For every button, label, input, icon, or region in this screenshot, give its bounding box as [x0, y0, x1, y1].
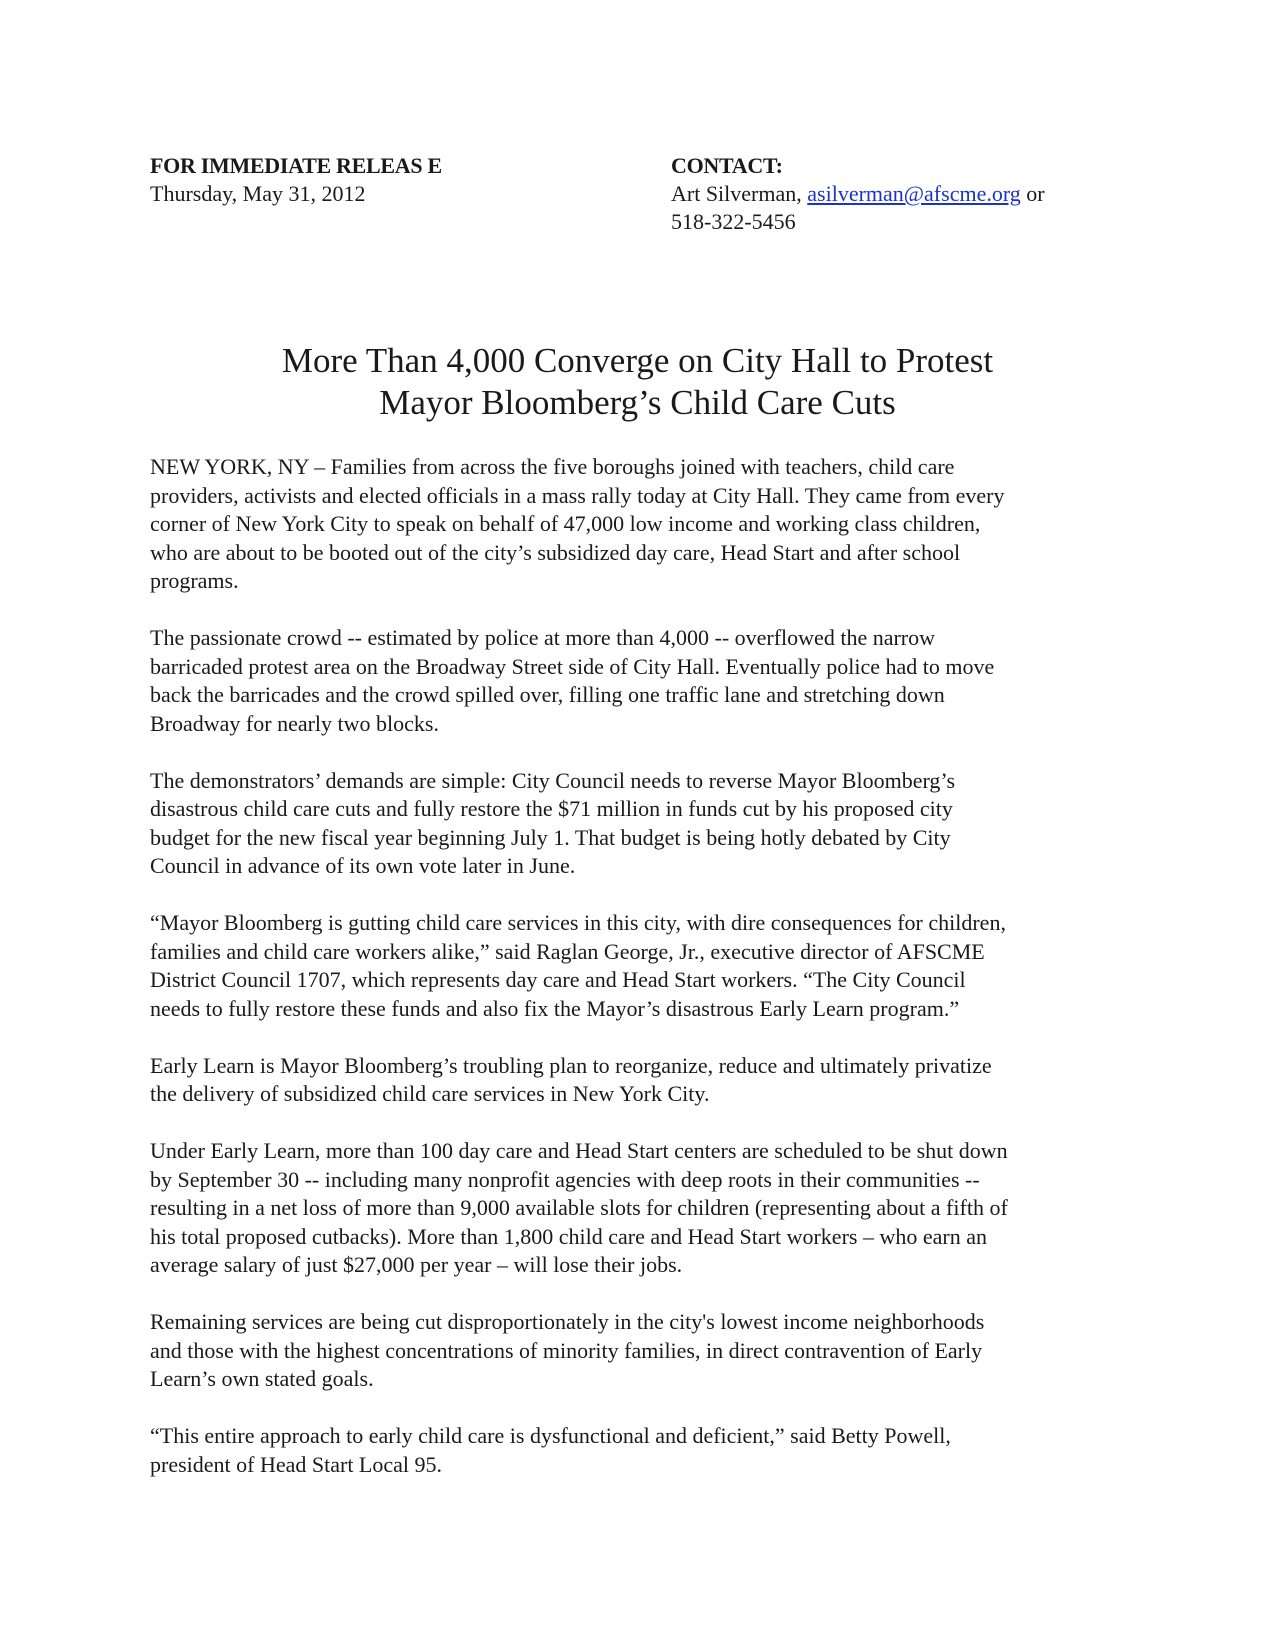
contact-email-link[interactable]: asilverman@afscme.org — [807, 181, 1021, 206]
headline-line-1: More Than 4,000 Converge on City Hall to Protest — [281, 341, 994, 380]
paragraph-crowd: The passionate crowd -- estimated by police at more than 4,000 -- overflowed the narrow barricaded protest area on the Broadway Street side of City Hall. Eventually police had to move back the barricades and the crowd spilled over, filling one traffic lane and stretching down Broadway for nearly two blocks. — [150, 625, 995, 736]
release-date: Thursday, May 31, 2012 — [150, 181, 366, 206]
release-label: FOR IMMEDIATE RELEAS E — [150, 153, 442, 178]
contact-name: Art Silverman, — [671, 181, 808, 206]
paragraph-early-learn: Early Learn is Mayor Bloomberg’s troubling plan to reorganize, reduce and ultimately privatize the delivery of subsidized child care services in New York City. — [150, 1052, 992, 1106]
contact-or: or — [1020, 181, 1045, 206]
contact-line — [671, 180, 1151, 208]
paragraph-demands: The demonstrators’ demands are simple: City Council needs to reverse Mayor Bloomberg’s disastrous child care cuts and fully restore the $71 million in funds cut by his proposed city budget for the new fiscal year beginning July 1. That budget is being hotly debated by City Council in advance of its own vote later in June. — [150, 767, 956, 878]
article-body — [150, 453, 1140, 1508]
release-block — [150, 152, 630, 208]
paragraph-powell-quote: “This entire approach to early child care is dysfunctional and deficient,” said Betty Powell, president of Head Start Local 95. — [150, 1423, 951, 1477]
contact-phone: 518-322-5456 — [671, 209, 796, 234]
paragraph-disproportionate: Remaining services are being cut disproportionately in the city's lowest income neighborhoods and those with the highest concentrations of minority families, in direct contravention of Early Learn’s own stated goals. — [150, 1309, 985, 1391]
headline-line-2: Mayor Bloomberg’s Child Care Cuts — [379, 383, 896, 422]
paragraph-dateline: NEW YORK, NY – Families from across the five boroughs joined with teachers, child care providers, activists and elected officials in a mass rally today at City Hall. They came from every corner of New York City to speak on behalf of 47,000 low income and working class children, who are about to be booted out of the city’s subsidized day care, Head Start and after school programs. — [150, 454, 1005, 593]
paragraph-closures: Under Early Learn, more than 100 day care and Head Start centers are scheduled to be shut down by September 30 -- including many nonprofit agencies with deep roots in their communities -- resulting in a net loss of more than 9,000 available slots for children (representing about a fifth of his total proposed cutbacks). More than 1,800 child care and Head Start workers – who earn an average salary of just $27,000 per year – will lose their jobs. — [150, 1138, 1008, 1277]
contact-block — [671, 152, 1151, 236]
headline — [100, 340, 1175, 424]
contact-label: CONTACT: — [671, 153, 783, 178]
paragraph-george-quote: “Mayor Bloomberg is gutting child care services in this city, with dire consequences for children, families and child care workers alike,” said Raglan George, Jr., executive director of AFSCME District Council 1707, which represents day care and Head Start workers. “The City Council needs to fully restore these funds and also fix the Mayor’s disastrous Early Learn program.” — [150, 910, 1006, 1021]
